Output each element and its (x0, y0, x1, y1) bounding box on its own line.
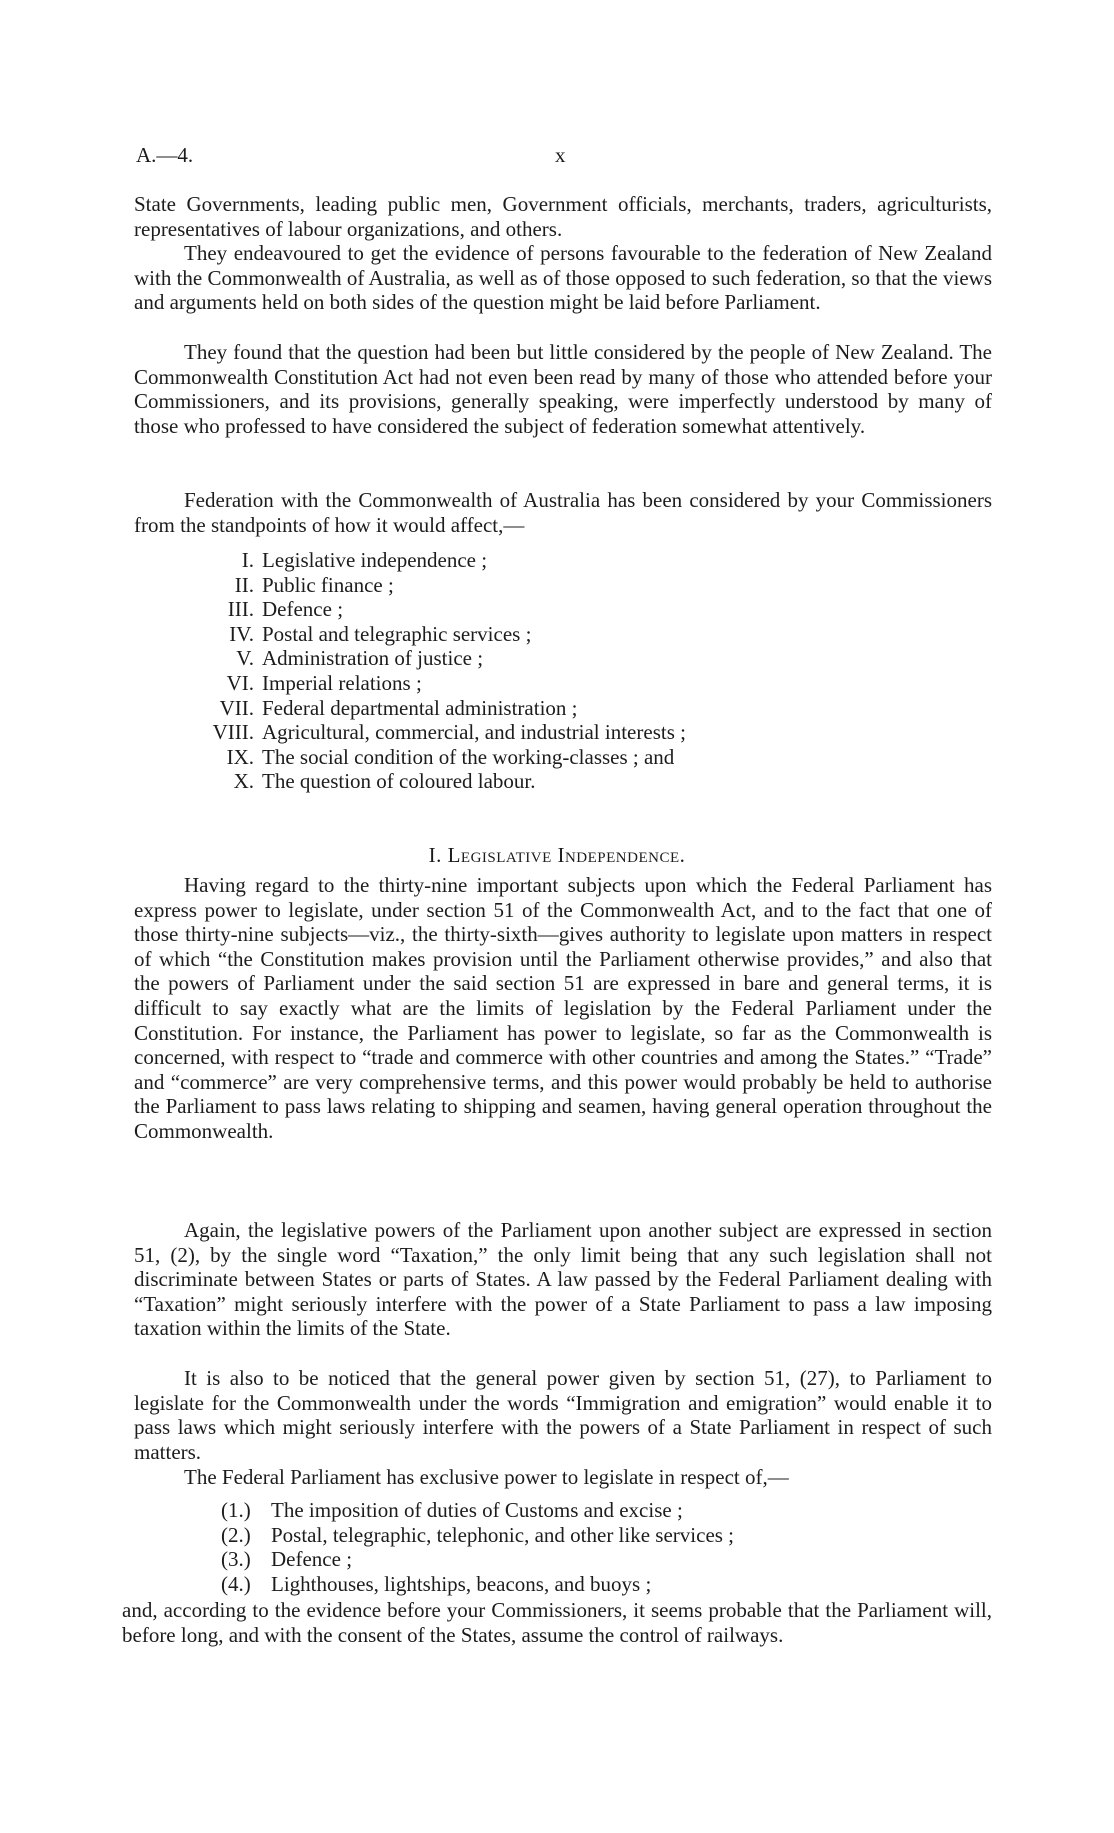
list-text: The question of coloured labour. (262, 769, 536, 794)
paragraph-again: Again, the legislative powers of the Parliament upon another subject are expressed in section 51, (2), by the single word “Taxation,” the only limit being that any such legislation shall not discriminate between States or parts of States. A law passed by the Federal Parliament dealing with “Taxation” might seriously interfere with the power of a State Parliament to pass a law imposing taxation within the limits of the State. (134, 1218, 992, 1341)
list-number: (1.) (221, 1498, 251, 1522)
list-number: (3.) (221, 1547, 251, 1572)
list-number: V. (236, 646, 254, 671)
list-number: VIII. (212, 720, 254, 745)
list-item (130, 720, 830, 745)
paragraph-noticed: It is also to be noticed that the general power given by section 51, (27), to Parliament to legislate for the Commonwealth under the words “Immigration and emigration” would enable it to pass laws which might seriously interfere with the powers of a State Parliament in respect of such matters. (134, 1366, 992, 1464)
list-number: I. (241, 548, 254, 572)
list-item (221, 1523, 921, 1548)
list-text: Public finance ; (262, 572, 394, 597)
list-item (221, 1498, 921, 1523)
list-number: II. (234, 572, 254, 597)
list-text: Agricultural, commercial, and industrial interests ; (262, 720, 686, 745)
list-item (130, 769, 830, 794)
list-item (130, 646, 830, 671)
list-text: The social condition of the working-classes ; and (262, 744, 675, 769)
list-item (130, 671, 830, 696)
paragraph-having-regard: Having regard to the thirty-nine important subjects upon which the Federal Parliament has express power to legislate, under section 51 of the Commonwealth Act, and to the fact that one of those thirty-nine subjects—viz., the thirty-sixth—gives authority to legislate upon matters in respect of which “the Constitution makes provision until the Parliament otherwise provides,” and also that the powers of Parliament under the said section 51 are expressed in bare and general terms, it is difficult to say exactly what are the limits of legislation by the Federal Parliament under the Constitution. For instance, the Parliament has power to legislate, so far as the Commonwealth is concerned, with respect to “trade and commerce with other countries and among the States.” “Trade” and “commerce” are very comprehensive terms, and this power would probably be held to authorise the Parliament to pass laws relating to shipping and seamen, having general operation throughout the Commonwealth. (134, 873, 992, 1143)
list-text: Postal and telegraphic services ; (262, 621, 532, 646)
list-item (130, 622, 830, 647)
list-number: III. (227, 597, 254, 622)
paragraph-federation: Federation with the Commonwealth of Australia has been considered by your Commissioners from the standpoints of how it would affect,— (134, 488, 992, 537)
list-number: IX. (226, 744, 254, 769)
section-heading: I. Legislative Independence. (428, 843, 686, 867)
list-item (221, 1547, 921, 1572)
list-item (221, 1572, 921, 1597)
list-number: IV. (229, 621, 254, 646)
list-item (130, 548, 830, 573)
list-text: Imperial relations ; (262, 670, 422, 695)
paragraph-exclusive-power: The Federal Parliament has exclusive power to legislate in respect of,— (184, 1465, 789, 1489)
list-text: Federal departmental administration ; (262, 695, 578, 720)
list-item (130, 573, 830, 598)
list-item (130, 597, 830, 622)
list-number: VII. (219, 695, 254, 720)
list-item (130, 745, 830, 770)
paragraph-evidence: They endeavoured to get the evidence of persons favourable to the federation of New Zealand with the Commonwealth of Australia, as well as of those opposed to such federation, so that the views and arguments held on both sides of the question might be laid before Parliament. (134, 241, 992, 315)
list-text: Defence ; (271, 1547, 353, 1572)
list-number: (4.) (221, 1571, 251, 1596)
list-number: (2.) (221, 1522, 251, 1547)
list-text: Legislative independence ; (262, 548, 488, 572)
paragraph-railways: and, according to the evidence before your Commissioners, it seems probable that the Parliament will, before long, and with the consent of the States, assume the control of railways. (122, 1598, 992, 1647)
page-number: x (555, 143, 566, 167)
paragraph-found: They found that the question had been but little considered by the people of New Zealand. The Commonwealth Constitution Act had not even been read by many of those who attended before your Commissioners, and its provisions, generally speaking, were imperfectly understood by many of those who professed to have considered the subject of federation somewhat attentively. (134, 340, 992, 438)
list-text: Postal, telegraphic, telephonic, and other like services ; (271, 1522, 735, 1547)
exclusive-powers-list (221, 1498, 921, 1596)
standpoints-list (130, 548, 830, 794)
list-text: The imposition of duties of Customs and excise ; (271, 1498, 683, 1522)
list-text: Administration of justice ; (262, 646, 484, 671)
list-text: Defence ; (262, 597, 344, 622)
list-number: VI. (226, 670, 254, 695)
document-reference: A.—4. (136, 143, 194, 167)
paragraph-state-governments: State Governments, leading public men, Government officials, merchants, traders, agriculturists, representatives of labour organizations, and others. (134, 192, 992, 241)
list-text: Lighthouses, lightships, beacons, and buoys ; (271, 1571, 652, 1596)
list-item (130, 696, 830, 721)
list-number: X. (233, 769, 254, 794)
